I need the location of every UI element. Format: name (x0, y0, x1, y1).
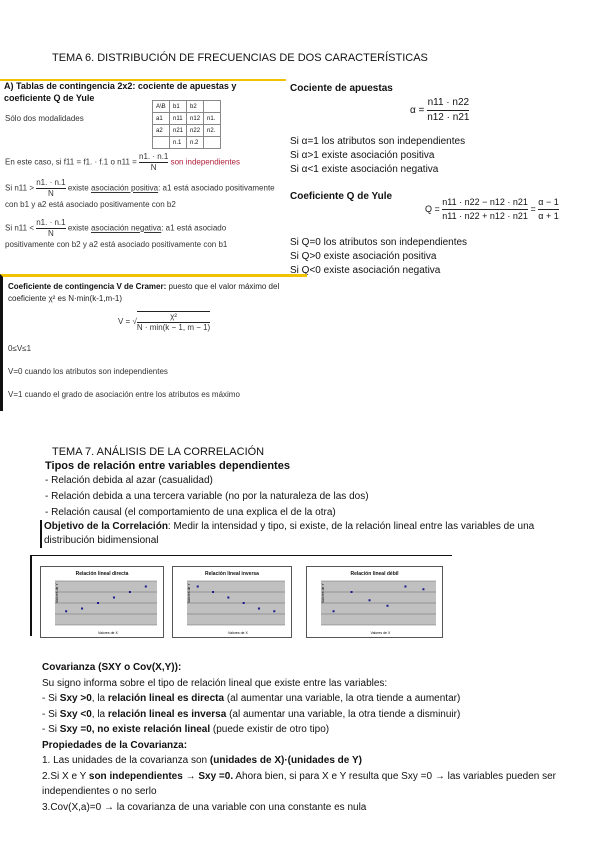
data-point (422, 588, 424, 590)
data-point (351, 591, 353, 593)
chart-title: Relación lineal débil (350, 571, 399, 577)
odds-rule: Si α=1 los atributos son independientes (290, 136, 466, 147)
data-point (386, 605, 388, 607)
section-a-heading: A) Tablas de contingencia 2x2: cociente de apuestas y coeficiente Q de Yule (4, 81, 237, 103)
chart-title: Relación lineal inversa (205, 571, 259, 577)
tema6-title: TEMA 6. DISTRIBUCIÓN DE FRECUENCIAS DE DOS CARACTERÍSTICAS (52, 52, 428, 64)
x-axis-label: Valores de X (370, 631, 391, 635)
y-axis-label: Valores de Y (321, 583, 325, 603)
cramer-intro: puesto que el valor máximo del coeficiente χ² es N·min(k-1,m-1) (8, 282, 280, 303)
prop-1: 1. Las unidades de la covarianza son (unidades de X)·(unidades de Y) (42, 755, 362, 766)
table-cell (204, 101, 221, 113)
odds-title: Cociente de apuestas (290, 83, 393, 94)
data-point (212, 591, 214, 593)
data-point (65, 610, 67, 612)
table-cell (153, 137, 170, 149)
cramer-v0: V=0 cuando los atributos son independientes (8, 367, 168, 376)
table-cell: b1 (170, 101, 187, 113)
data-point (369, 599, 371, 601)
y-axis-label: Valores de Y (187, 583, 191, 603)
data-point (145, 586, 147, 588)
types-title: Tipos de relación entre variables dependientes (45, 460, 290, 472)
data-point (113, 597, 115, 599)
table-cell: n2. (204, 125, 221, 137)
negative-association: Si n11 < $\frac{n1. \cdot n.1}{N}$ existe asociación negativa: a1 está asociado positivamente con b2 y a2 está asociado positivamente con b1 (5, 218, 228, 249)
table-cell: n1. (204, 113, 221, 125)
only-two-label: Sólo dos modalidades (5, 114, 84, 123)
data-point (81, 608, 83, 610)
props-title: Propiedades de la Covarianza: (42, 739, 188, 751)
yule-formula: Q = $\frac{n11 \cdot n22 - n12 \cdot n21}{n11 \cdot n22 + n12 \cdot n21}$ = $\frac{\alpha - 1}{\alpha + 1}$ (425, 197, 559, 221)
tema7-title: TEMA 7. ANÁLISIS DE LA CORRELACIÓN (52, 446, 265, 458)
data-point (129, 591, 131, 593)
independence-line: En este caso, si f11 = f1. · f.1 o n11 = $\frac{n1. \cdot n.1}{N}$ son independientes (5, 152, 240, 172)
type-item: - Relación debida al azar (casualidad) (45, 475, 213, 486)
cov-intro: Su signo informa sobre el tipo de relación lineal que existe entre las variables: (42, 677, 388, 689)
data-point (97, 602, 99, 604)
table-cell: a1 (153, 113, 170, 125)
scatter-chart (306, 566, 443, 638)
yule-rule: Si Q>0 existe asociación positiva (290, 251, 437, 262)
type-item: - Relación debida a una tercera variable (no por la naturaleza de las dos) (45, 491, 369, 502)
table-cell: n22 (187, 125, 204, 137)
types-list (45, 473, 369, 521)
yule-rule: Si Q<0 existe asociación negativa (290, 265, 441, 276)
table-cell: A\B (153, 101, 170, 113)
type-item: - Relación causal (el comportamiento de una explica el de la otra) (45, 507, 336, 518)
table-cell: n.2 (187, 137, 204, 149)
prop-3: 3.Cov(X,a)=0 → la covarianza de una variable con una constante es nula (42, 801, 367, 813)
table-cell: n21 (170, 125, 187, 137)
data-point (258, 608, 260, 610)
cramer-formula: V = √ $\frac{\text{χ²}}{N \cdot \min(k - 1, m - 1)}$ (118, 312, 211, 332)
prop-2: 2.Si X e Y son independientes → Sxy =0. Ahora bien, si para X e Y resulta que Sxy =0 → las variables pueden ser independientes o no serlo (42, 770, 556, 797)
x-axis-label: Valores de X (98, 631, 118, 635)
yule-rules (290, 236, 467, 278)
table-cell: b2 (187, 101, 204, 113)
yule-rule: Si Q=0 los atributos son independientes (290, 237, 468, 248)
scatter-chart (40, 566, 164, 638)
cov-zero: - Si Sxy =0, no existe relación lineal (puede existir de otro tipo) (42, 724, 330, 735)
table-cell: n11 (170, 113, 187, 125)
data-point (273, 610, 275, 612)
objective: Objetivo de la Correlación: Medir la intensidad y tipo, si existe, de la relación lineal entre las variables de una distribución bidimensional (40, 520, 564, 548)
data-point (404, 586, 406, 588)
covariance-section (42, 660, 587, 815)
yule-title: Coeficiente Q de Yule (290, 191, 393, 202)
table-cell: n12 (187, 113, 204, 125)
table-cell: n.1 (170, 137, 187, 149)
cramer-range: 0≤V≤1 (8, 344, 32, 353)
contingency-table (152, 100, 221, 149)
cramer-box (0, 274, 307, 411)
cramer-title: Coeficiente de contingencia V de Cramer: (8, 282, 167, 291)
scatter-chart (172, 566, 292, 638)
positive-association: Si n11 > $\frac{n1. \cdot n.1}{N}$ existe asociación positiva: a1 está asociado positivamente con b1 y a2 está asociado positivamente con b2 (5, 178, 275, 209)
chart-title: Relación lineal directa (75, 571, 129, 577)
data-point (227, 597, 229, 599)
data-point (197, 586, 199, 588)
cramer-v1: V=1 cuando el grado de asociación entre los atributos es máximo (8, 390, 240, 399)
cov-negative: - Si Sxy <0, la relación lineal es inversa (al aumentar una variable, la otra tiende a disminuir) (42, 708, 461, 720)
odds-rule: Si α<1 existe asociación negativa (290, 164, 439, 175)
cov-title: Covarianza (SXY o Cov(X,Y)): (42, 662, 182, 673)
table-cell: a2 (153, 125, 170, 137)
table-cell (204, 137, 221, 149)
odds-rule: Si α>1 existe asociación positiva (290, 150, 435, 161)
odds-formula: α = $\frac{n11 \cdot n22}{n12 \cdot n21}$ (410, 97, 470, 123)
y-axis-label: Valores de Y (55, 583, 59, 603)
data-point (333, 610, 335, 612)
odds-rules (290, 135, 465, 177)
cov-positive: - Si Sxy >0, la relación lineal es directa (al aumentar una variable, la otra tiende a aumentar) (42, 693, 461, 704)
x-axis-label: Valores de X (228, 631, 248, 635)
data-point (243, 602, 245, 604)
